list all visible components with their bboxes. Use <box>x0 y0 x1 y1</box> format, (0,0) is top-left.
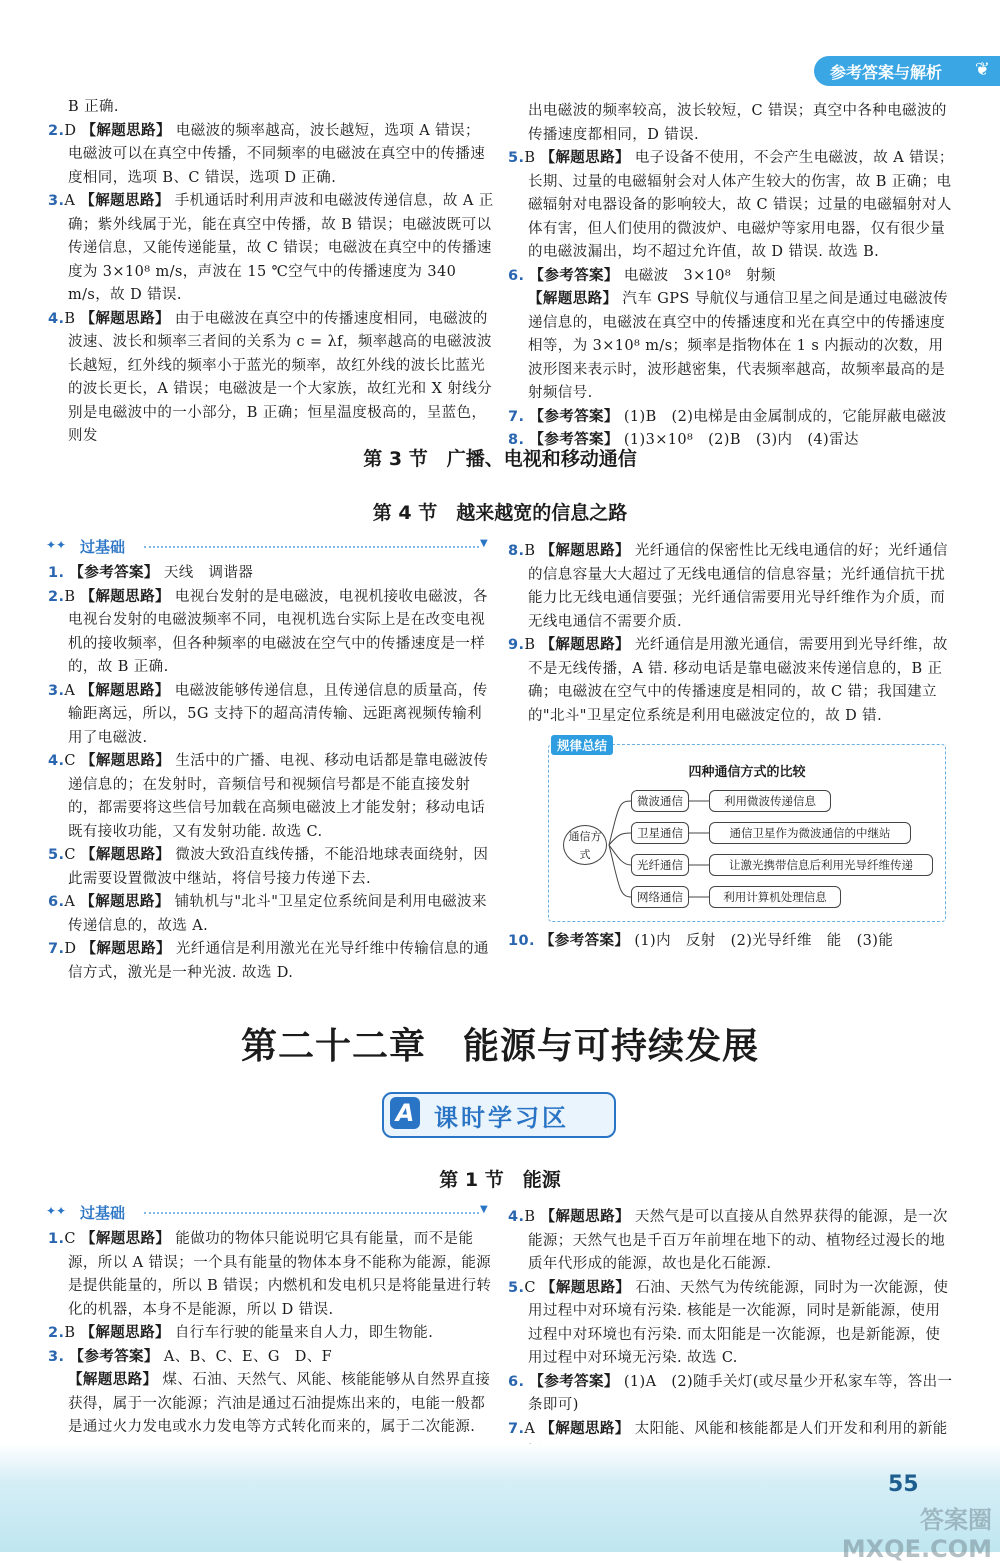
sparkle-icon: ✦✦ <box>46 1204 67 1218</box>
header-banner-text: 参考答案与解析 <box>830 63 943 82</box>
entry-text: (1)内 反射 (2)光导纤维 能 (3)能 <box>634 933 894 949</box>
method-node: 网络通信 <box>631 886 689 908</box>
basic-section-header <box>44 536 490 558</box>
entry-tag: 【解题思路】 <box>80 753 171 769</box>
entry-tag: 【解题思路】 <box>81 941 171 957</box>
question-number: 6. <box>48 894 65 910</box>
question-number: 4. <box>508 1209 525 1225</box>
entry-text: A、B、C、E、G D、F <box>163 1348 333 1365</box>
entry-tag: 【参考答案】 <box>539 933 630 949</box>
answer-entry <box>48 750 494 844</box>
mid-right-column <box>508 540 954 728</box>
entry-tag: 【解题思路】 <box>540 637 630 653</box>
question-number: 4. <box>48 753 65 769</box>
entry-tag: 【解题思路】 <box>80 682 170 699</box>
question-number: 2. <box>48 122 65 139</box>
question-number: 7. <box>508 1420 525 1437</box>
section-1-title: 第 1 节 能源 <box>439 1169 561 1191</box>
method-desc-node: 让激光携带信息后利用光导纤维传递 <box>709 854 933 876</box>
entry-text: 光纤通信是用激光通信，需要用到光导纤维，故不是无线传播，A 错. 移动电话是靠电磁波来传递信息的，B 正确；电磁波在空气中的传播速度是相同的，故 C 错；我国建立的"北斗"卫星定位系统是利用电磁波定位的，故 D 错. <box>528 637 948 724</box>
entry-tag: 【解题思路】 <box>80 310 170 327</box>
entry-text: 电磁波的频率越高，波长越短，选项 A 错误；电磁波可以在真空中传播，不同频率的电磁波在真空中的传播速度相同，选项 B、C 错误，选项 D 正确. <box>68 122 486 186</box>
entry-text: 太阳能、风能和核能都是人们开发和利用的新能 <box>634 1420 948 1437</box>
question-number: 1. <box>48 1231 65 1247</box>
entry-text: 自行车行驶的能量来自人力，即生物能. <box>174 1325 434 1341</box>
entry-text: 天线 调谐器 <box>163 565 254 581</box>
entry-text: (1)A (2)随手关灯(或尽量少开私家车等，答出一条即可) <box>528 1373 953 1413</box>
entry-tag: 【解题思路】 <box>540 1279 631 1296</box>
entry-text: 煤、石油、天然气、风能、核能能够从自然界直接获得，属于一次能源；汽油是通过石油提炼出来的，电能一般都是通过火力发电或水力发电等方式转化而来的，属于二次能源. <box>68 1372 491 1435</box>
answer-entry-sub <box>48 1369 494 1440</box>
answer-entry <box>48 586 494 680</box>
bottom-left-column <box>48 1228 494 1440</box>
entry-text: 微波大致沿直线传播，不能沿地球表面绕射，因此需要设置微波中继站，将信号接力传递下去. <box>68 847 489 887</box>
method-desc-node: 通信卫星作为微波通信的中继站 <box>709 822 911 844</box>
question-number: 5. <box>508 1279 525 1296</box>
answer-entry <box>508 147 954 265</box>
entry-text: (1)B (2)电梯是由金属制成的，它能屏蔽电磁波 <box>623 408 947 425</box>
question-number: 1. <box>48 565 65 581</box>
summary-label: 规律总结 <box>551 735 613 755</box>
method-desc-node: 利用计算机处理信息 <box>709 886 841 908</box>
entry-tag: 【解题思路】 <box>540 1420 630 1437</box>
divider <box>144 1212 479 1214</box>
answer-letter: A <box>64 682 76 699</box>
answer-letter: B <box>524 150 536 166</box>
basic-label: 过基础 <box>80 1204 126 1222</box>
entry-text: 手机通话时利用声波和电磁波传递信息，故 A 正确；紫外线属于光，能在真空中传播，故 B 错误；电磁波既可以传递信息，又能传递能量，故 C 错误；电磁波在真空中的传播速度为 3×10⁸ m/s，声波在 15 ℃空气中的传播速度为 340 m/s，故 D 错误. <box>68 193 494 303</box>
summary-title: 四种通信方式的比较 <box>688 765 806 780</box>
basic-section-header <box>44 1202 490 1224</box>
triangle-down-icon: ▼ <box>480 1204 488 1215</box>
question-number: 3. <box>48 193 65 209</box>
answer-letter: C <box>64 753 76 769</box>
entry-text: 光纤通信是利用激光在光导纤维中传输信息的通信方式，激光是一种光波. 故选 D. <box>68 941 489 981</box>
entry-text: 光纤通信的保密性比无线电通信的好；光纤通信的信息容量大大超过了无线电通信的信息容量；光纤通信抗干扰能力比无线电通信要强；光纤通信需要用光导纤维作为介质，而无线电通信不需要介质. <box>528 543 948 630</box>
entry-text: 能做功的物体只能说明它具有能量，而不是能源，所以 A 错误；一个具有能量的物体本身不能称为能源，能源是提供能量的，所以 B 错误；内燃机和发电机只是将能量进行转化的机器，本身不是能源，所以 D 错误. <box>68 1231 492 1318</box>
answer-letter: B <box>524 1209 536 1225</box>
answer-letter: B <box>64 1325 76 1341</box>
sparkle-icon: ✦✦ <box>46 538 67 552</box>
entry-tag: 【解题思路】 <box>80 1325 170 1341</box>
question-number: 6. <box>508 1373 525 1390</box>
entry-tag: 【解题思路】 <box>528 291 618 307</box>
answer-letter: B <box>64 588 76 605</box>
answer-letter: C <box>64 1231 76 1247</box>
study-zone-banner <box>382 1092 616 1138</box>
method-desc-node: 利用微波传递信息 <box>709 790 831 812</box>
basic-label: 过基础 <box>80 538 126 556</box>
branch-line <box>609 845 631 865</box>
question-number: 7. <box>48 941 65 957</box>
entry-tag: 【解题思路】 <box>540 543 630 559</box>
answer-entry <box>508 1277 954 1371</box>
answer-entry-sub <box>508 288 954 406</box>
study-zone-label: 课时学习区 <box>434 1104 569 1132</box>
entry-text: 天然气是可以直接从自然界获得的能源，是一次能源；天然气也是千百万年前埋在地下的动、植物经过漫长的地质年代形成的能源，故也是化石能源. <box>528 1209 948 1272</box>
answer-letter: C <box>64 847 76 863</box>
entry-tag: 【解题思路】 <box>540 1209 630 1225</box>
question-number: 3. <box>48 682 65 699</box>
entry-tag: 【参考答案】 <box>529 408 619 425</box>
answer-entry <box>48 562 494 586</box>
answer-letter: B <box>524 543 536 559</box>
question-number: 5. <box>508 150 525 166</box>
entry-tag: 【参考答案】 <box>529 1373 619 1390</box>
entry-tag: 【参考答案】 <box>529 267 619 284</box>
entry-tag: 【解题思路】 <box>81 122 171 139</box>
study-zone-letter: A <box>390 1097 420 1129</box>
answer-entry <box>508 540 954 634</box>
mid-right-column-tail <box>508 930 954 954</box>
entry-text: 生活中的广播、电视、移动电话都是靠电磁波传递信息的；在发射时，音频信号和视频信号都是不能直接发射的，都需要将这些信号加载在高频电磁波上才能发射；移动电话既有接收功能，又有发射功能. 故选 C. <box>68 753 489 840</box>
branch-line <box>609 845 631 897</box>
answer-letter: A <box>524 1420 536 1437</box>
answer-entry <box>508 406 954 430</box>
top-left-column <box>48 96 494 449</box>
answer-entry <box>48 891 494 938</box>
chapter-title: 第二十二章 能源与可持续发展 <box>240 1026 759 1067</box>
answer-letter: A <box>64 193 76 209</box>
entry-text: 汽车 GPS 导航仪与通信卫星之间是通过电磁波传递信息的，电磁波在真空中的传播速度和光在真空中的传播速度相等，为 3×10⁸ m/s；频率是指物体在 1 s 内振动的次数，用波形图来表示时，波形越密集，代表频率越高，故频率最高的是射频信号. <box>528 291 949 401</box>
answer-entry <box>48 308 494 449</box>
header-banner <box>814 56 1000 86</box>
answer-entry <box>48 938 494 985</box>
entry-text: 电磁波 3×10⁸ 射频 <box>623 267 776 284</box>
bottom-right-column <box>508 1206 954 1465</box>
entry-tag: 【参考答案】 <box>69 565 159 581</box>
divider <box>144 546 479 548</box>
entry-text: 由于电磁波在真空中的传播速度相同，电磁波的波速、波长和频率三者间的关系为 c = λf，频率越高的电磁波波长越短，红外线的频率小于蓝光的频率，故红外线的波长比蓝光的波长更长，A 错误；电磁波是一个大家族，故红光和 X 射线分别是电磁波中的一小部分，B 正确；恒星温度极高的，呈蓝色，则发 <box>68 310 493 444</box>
entry-continuation: 出电磁波的频率较高，波长较短，C 错误；真空中各种电磁波的传播速度都相同，D 错误. <box>528 103 947 143</box>
answer-letter: D <box>64 941 77 957</box>
entry-tag: 【解题思路】 <box>80 847 171 863</box>
entry-text: 电视台发射的是电磁波，电视机接收电磁波，各电视台发射的电磁波频率不同，电视机选台实际上是在改变电视机的接收频率，但各种频率的电磁波在空气中的传播速度是一样的，故 B 正确. <box>68 588 488 675</box>
entry-text: 电磁波能够传递信息，且传递信息的质量高，传输距离远，所以，5G 支持下的超高清传输、远距离视频传输利用了电磁波. <box>68 682 488 746</box>
method-node: 卫星通信 <box>631 822 689 844</box>
section-4-title: 第 4 节 越来越宽的信息之路 <box>372 502 628 524</box>
question-number: 8. <box>508 432 525 448</box>
answer-letter: B <box>64 310 76 327</box>
answer-entry <box>48 844 494 891</box>
section-3-title: 第 3 节 广播、电视和移动通信 <box>363 448 637 470</box>
watermark: 答案圈 MXQE.COM <box>841 1506 992 1563</box>
answer-entry <box>48 680 494 751</box>
entry-tag: 【解题思路】 <box>68 1372 158 1388</box>
summary-center-node: 通信方式 <box>563 825 607 865</box>
triangle-down-icon: ▼ <box>480 538 488 549</box>
answer-entry <box>48 1322 494 1346</box>
entry-tag: 【参考答案】 <box>69 1348 159 1365</box>
answer-entry <box>48 120 494 191</box>
answer-entry <box>48 1228 494 1322</box>
question-number: 4. <box>48 310 65 327</box>
page-number: 55 <box>888 1472 919 1497</box>
answer-entry <box>48 1346 494 1370</box>
method-node: 光纤通信 <box>631 854 689 876</box>
question-number: 6. <box>508 267 525 284</box>
answer-entry <box>508 265 954 289</box>
question-number: 2. <box>48 588 65 605</box>
entry-tag: 【解题思路】 <box>540 150 630 166</box>
method-node: 微波通信 <box>631 790 689 812</box>
answer-entry <box>48 190 494 308</box>
question-number: 9. <box>508 637 525 653</box>
question-number: 5. <box>48 847 65 863</box>
entry-tag: 【解题思路】 <box>80 588 170 605</box>
answer-letter: D <box>64 122 77 139</box>
question-number: 10. <box>508 933 535 949</box>
entry-continuation: B 正确. <box>68 99 119 115</box>
branch-line <box>609 833 631 845</box>
answer-entry <box>508 1206 954 1277</box>
leaf-icon: ❦ <box>974 59 990 80</box>
question-number: 2. <box>48 1325 65 1341</box>
question-number: 3. <box>48 1348 65 1365</box>
answer-entry <box>508 930 954 954</box>
entry-text: 电子设备不使用，不会产生电磁波，故 A 错误；长期、过量的电磁辐射会对人体产生较大的伤害，故 B 正确；电磁辐射对电器设备的影响较大，故 C 错误；过量的电磁辐射对人体有害，但人们使用的微波炉、电磁炉等家用电器，仅有很少量的电磁波漏出，均不超过允许值，故 D 错误. 故选 B. <box>528 150 954 260</box>
question-number: 8. <box>508 543 525 559</box>
entry-text: 铺轨机与"北斗"卫星定位系统间是利用电磁波来传递信息的，故选 A. <box>68 894 487 934</box>
mid-left-column <box>48 562 494 985</box>
entry-text: 石油、天然气为传统能源，同时为一次能源，使用过程中对环境有污染. 核能是一次能源，同时是新能源，使用过程中对环境也有污染. 而太阳能是一次能源，也是新能源，使用过程中对环境无污染. 故选 C. <box>528 1279 949 1366</box>
entry-text: (1)3×10⁸ (2)B (3)内 (4)雷达 <box>623 432 859 448</box>
entry-tag: 【解题思路】 <box>80 1231 171 1247</box>
summary-box <box>548 738 946 922</box>
entry-tag: 【解题思路】 <box>80 193 170 209</box>
branch-line <box>609 801 631 845</box>
answer-letter: C <box>524 1279 536 1296</box>
entry-tag: 【参考答案】 <box>529 432 619 448</box>
answer-entry <box>508 1371 954 1418</box>
question-number: 7. <box>508 408 525 425</box>
answer-entry <box>508 634 954 728</box>
top-right-column <box>508 100 954 453</box>
entry-tag: 【解题思路】 <box>80 894 170 910</box>
answer-letter: A <box>64 894 76 910</box>
answer-letter: B <box>524 637 536 653</box>
